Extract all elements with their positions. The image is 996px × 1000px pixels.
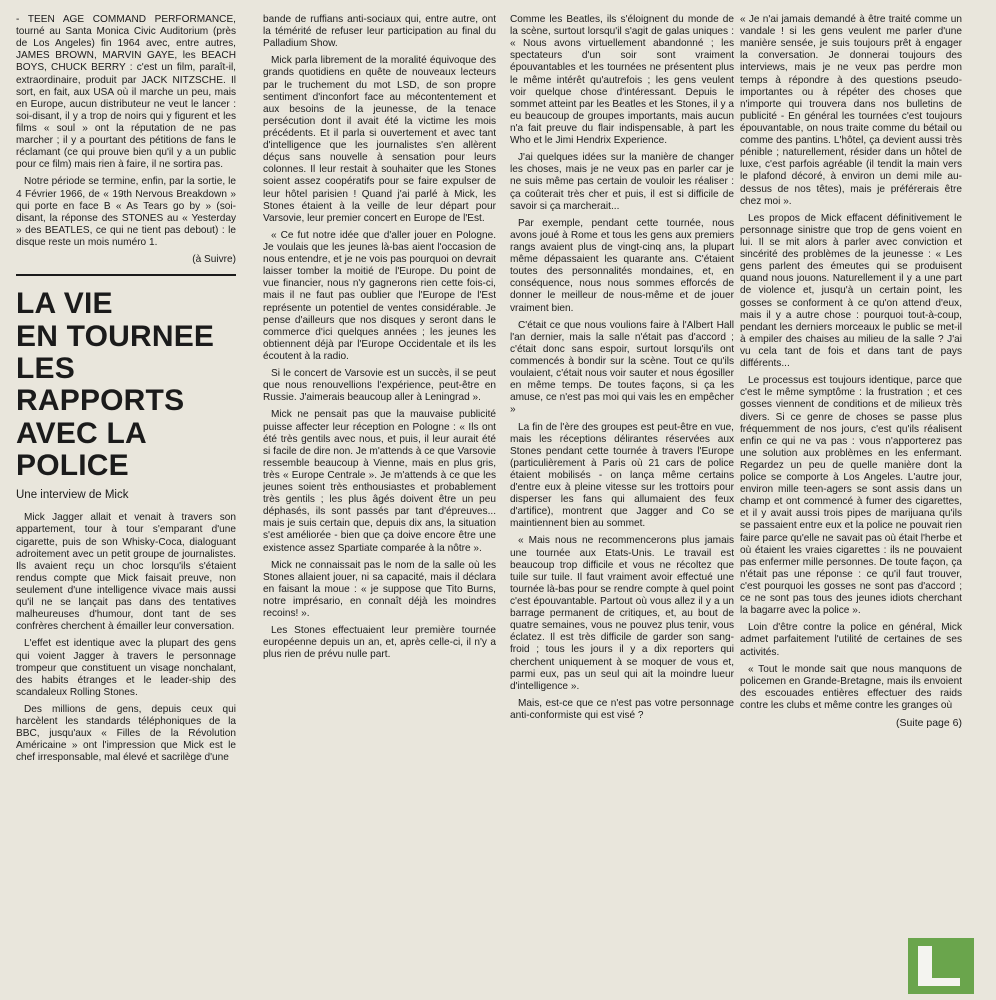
- article-headline: LA VIE EN TOURNEE LES RAPPORTS AVEC LA POLICE: [16, 287, 215, 483]
- article-paragraph: Mick parla librement de la moralité équivoque des grands quotidiens en quête de nouveaux lecteurs par le truchement du mot LSD, de son propre sentiment d'inconfort face au mécontentement et aux besoins de la jeunesse, de la tenace persécution dont il avait été la victime les mois précédents. Et il parla si ouvertement et avec tant d'intelligence que les journalistes s'en allèrent déçus sans nouvelle à sensation pour leurs colonnes. Il leur restait à souhaiter que les Stones soient assez coopératifs pour se faire expulser de leur hôtel parisien ! Quand j'ai parlé à Mick, les Stones étaient à la veille de leur départ pour Varsovie, leur premier concert en Europe de l'Est.: [263, 55, 496, 224]
- article-paragraph: Le processus est toujours identique, parce que c'est le même symptôme : la frustration ; et ces gosses viennent de conditions et de milieux très divers. Si ce genre de choses se passe plus fréquemment de nos jours, c'est qu'ils réalisent enfin ce qui ne va pas : vous n'apporterez pas une solution aux problèmes en les enfermant. Regardez un peu de quelle manière dont la police se comporte à Los Angeles. L'autre jour, environ mille teen-agers se sont assis dans un champ et ont commencé à fumer des cigarettes, et il y avait aussi trois pipes de marijuana qu'ils se passaient entre eux et la police ne pouvait rien faire parce qu'elle ne savait pas où était l'herbe et où étaient les vraies cigarettes : ils ne pouvaient pas enfermer mille personnes. De toute façon, ça n'était pas une réponse : ce qu'il faut trouver, c'est pourquoi les gosses ne sont pas d'accord ; ce ne sont pas tous des jeunes idiots cherchant la bagarre avec la police ».: [740, 375, 962, 617]
- article-paragraph: - TEEN AGE COMMAND PERFORMANCE, tourné au Santa Monica Civic Auditorium (près de Los Angeles) fin 1964 avec, entre autres, JAMES BROWN, MARVIN GAYE, les BEACH BOYS, CHUCK BERRY : c'est un film, paraît-il, extraordinaire, produit par JACK NITZSCHE. Il sort, en fait, aux USA où il marche un peu, mais en Europe, aucun distributeur ne veut le lancer : soi-disant, il y a trop de noirs qui y figurent et les films « soul » ont la réputation de ne pas marcher ; il y a pourtant des pétitions de fans le réclamant (ce qui prouve bien qu'il y a un public pour ce film) mais rien à faire, il ne sortira pas.: [16, 14, 236, 171]
- article-paragraph: Si le concert de Varsovie est un succès, il se peut que nous renouvellions l'expérience, peut-être en Russie. J'aimerais beaucoup aller à Leningrad ».: [263, 368, 496, 404]
- article-paragraph: « Tout le monde sait que nous manquons de policemen en Grande-Bretagne, mais ils envoient des escouades entières effectuer des raids contre les clubs et même contre les granges où: [740, 663, 962, 712]
- column-4: [740, 14, 962, 986]
- article-paragraph: Les propos de Mick effacent définitivement le personnage sinistre que trop de gens voient en lui. Il se mit alors à parler avec conviction et sincérité des problèmes de la jeunesse : « Les gens parlent des émeutes qui se produisent quand nous jouons. Naturellement il y a une part de violence et, jusqu'à un certain point, les gosses se conforment à ce qu'on attend d'eux, mais il y a autre chose : pourquoi tout-à-coup, pendant les derniers morceaux le public se met-il à empiler des chaises au milieu de la salle ? J'ai vu cela tant de fois et dans tant de pays différents...: [740, 212, 962, 370]
- article-paragraph: Mais, est-ce que ce n'est pas votre personnage anti-conformiste qui est visé ?: [510, 697, 734, 722]
- article-paragraph: Des millions de gens, depuis ceux qui harcèlent les standards téléphoniques de la BBC, jusqu'aux « Filles de la Révolution Américaine » ont l'impression que Mick est le chef irresponsable, mal élevé et sacrilège d'une: [16, 703, 236, 764]
- section-divider: [16, 274, 236, 276]
- article-paragraph: Par exemple, pendant cette tournée, nous avons joué à Rome et tous les gens aux premiers rangs avaient plus de vingt-cinq ans, la plupart même dépassaient les quarante ans. C'étaient toutes des personnalités mondaines, et, en conséquence, nous nous sommes efforcés de donner le meilleur de nous-même et de jouer vraiment bien.: [510, 217, 734, 314]
- article-paragraph: Mick Jagger allait et venait à travers son appartement, tour à tour s'emparant d'une cigarette, puis de son Whisky-Coca, dialoguant adroitement avec un petit groupe de journalistes. Ils avaient reçu un choc lorsqu'ils s'étaient rendus compte que Mick faisait preuve, non seulement d'une intelligence vivace mais aussi qu'il ne se lançait pas dans des tentatives malheureuses d'humour, dont tant de ses confrères cherchent à émailler leur conversation.: [16, 512, 236, 633]
- article-paragraph: « Je n'ai jamais demandé à être traité comme un vandale ! si les gens veulent me parler d'une manière sensée, je suis toujours prêt à engager la conversation. Je donnerai toujours des interviews, mais je ne veux pas perdre mon temps à répondre à des questions pseudo-importantes ou à répéter des choses que n'importe qui trouvera dans nos bulletins de publicité - En général les tournées c'est toujours épouvantable, on nous traite comme du bétail ou comme des pantins. L'hôtel, ça devient aussi très pénible ; naturellement, résider dans un hôtel de luxe, c'est parfois agréable (il tendit la main vers le plafond décoré, à environ un demi mile au-dessus de nos têtes), mais je préférerais être chez moi ».: [740, 14, 962, 207]
- continued-on-page-note: (Suite page 6): [896, 717, 962, 730]
- article-paragraph: Comme les Beatles, ils s'éloignent du monde de la scène, surtout lorsqu'il s'agit de galas uniques : « Nous avons virtuellement abandonné ; les spectateurs d'un soir sont vraiment épouvantables et les tournées ne présentent plus le même intérêt qu'autrefois ; les gens veulent voir quelque chose d'intéressant. Depuis le sommet atteint par les Beatles et les Stones, il y a eu beaucoup de groupes importants, mais aucun n'a fait preuve du flair indispensable, à part les Who et le Jimi Hendrix Experience.: [510, 14, 734, 147]
- column-3: [510, 14, 734, 986]
- article-paragraph: La fin de l'ère des groupes est peut-être en vue, mais les réceptions délirantes réservées aux Stones pendant cette tournée à travers l'Europe (particulièrement à Paris où 21 cars de police étaient mobilisés - on lança même certains d'entre eux à pleine vitesse sur les trottoirs pour disperser les fans qui allumaient des feux d'artifice), montrent que Jagger and Co se maintiennent bien au sommet.: [510, 421, 734, 530]
- article-paragraph: Loin d'être contre la police en général, Mick admet parfaitement l'utilité de certaines de ses activités.: [740, 622, 962, 658]
- article-paragraph: « Ce fut notre idée que d'aller jouer en Pologne. Je voulais que les jeunes là-bas aient l'occasion de nous entendre, et je ne vois pas pourquoi on devrait laisser tomber la moitié de l'Europe. Du point de vue financier, nous n'y gagnerons rien cette fois-ci, mais il ne faut pas oublier que l'Europe de l'Est représente un potentiel de ventes considérable. Je pense d'ailleurs que nos disques y seront dans le commerce d'ici quelques années ; les jeunes les obtiennent déjà par l'Europe Occidentale et ils les écoutent à la radio.: [263, 229, 496, 362]
- article-paragraph: Mick ne pensait pas que la mauvaise publicité puisse affecter leur réception en Pologne : « Ils ont été très gentils avec nous, et puis, il leur aurait été si facile de dire non. Je m'attends à ce que Varsovie ressemble beaucoup à Vienne, mais en plus gris, très « Europe Centrale ». Je m'attends à ce que les jeunes soient très enthousiastes et probablement très gentils ; les plus âgés doivent être un peu déphasés, ils sont passés par tant d'épreuves... mais je suis certain que, depuis dix ans, la situation s'est améliorée - bien que ça doive encore être une existence assez Spartiate comparée à la nôtre ».: [263, 409, 496, 554]
- article-subtitle: Une interview de Mick: [16, 488, 129, 501]
- column-2: [263, 14, 496, 986]
- article-paragraph: Notre période se termine, enfin, par la sortie, le 4 Février 1966, de « 19th Nervous Breakdown » qui porte en face B « As Tears go by » (soi-disant, la réponse des STONES au « Yesterday » des BEATLES, ce qui ne tient pas debout) : le disque reste un mois numéro 1.: [16, 176, 236, 248]
- article-paragraph: L'effet est identique avec la plupart des gens qui voient Jagger à travers le personnage trompeur que constituent un visage nonchalant, des habits étranges et le leader-ship des scandaleux Rolling Stones.: [16, 638, 236, 698]
- article-paragraph: J'ai quelques idées sur la manière de changer les choses, mais je ne veux pas en parler car je ne suis même pas certain de vouloir les réaliser : ça coûterait très cher et puis, il est si difficile de savoir si ça marcherait...: [510, 152, 734, 212]
- to-be-continued-note: (à Suivre): [192, 254, 236, 266]
- article-paragraph: bande de ruffians anti-sociaux qui, entre autre, ont la témérité de refuser leur participation au final du Palladium Show.: [263, 14, 496, 50]
- article-paragraph: « Mais nous ne recommencerons plus jamais une tournée aux Etats-Unis. Le travail est beaucoup trop difficile et vous ne récoltez que tuile sur tuile. Il faut vraiment avoir effectué une tournée là-bas pour se rendre compte à quel point c'est épouvantable. Partout où vous allez il y a un barrage permanent de critiques, et, au bout de quatre semaines, vous ne pouvez plus tenir, vous éclatez. Il est très difficile de garder son sang-froid ; tous les jours il y a dix reporters qui cherchent uniquement à se moquer de vous et, parmi eux, pas un seul qui ait la moindre lueur d'intelligence ».: [510, 535, 734, 692]
- article-paragraph: Les Stones effectuaient leur première tournée européenne depuis un an, et, après celle-ci, il n'y a plus rien de prévu nulle part.: [263, 625, 496, 661]
- green-block-l-logo-icon: [908, 938, 974, 994]
- article-paragraph: C'était ce que nous voulions faire à l'Albert Hall l'an dernier, mais la salle n'était pas d'accord ; c'était donc sans espoir, surtout lorsqu'ils ont commencés à bondir sur la scène. Tout ce qu'ils voulaient, c'était nous voir sauter et nous égosiller en même temps. De toutes façons, si ça les amuse, ce n'est pas moi qui vais les en empêcher »: [510, 319, 734, 416]
- article-paragraph: Mick ne connaissait pas le nom de la salle où les Stones allaient jouer, ni sa capacité, mais il déclara en faisant la moue : « je suppose que Tito Burns, notre imprésario, en connaît déjà les moindres recoins! ».: [263, 559, 496, 620]
- column-1: [16, 14, 236, 986]
